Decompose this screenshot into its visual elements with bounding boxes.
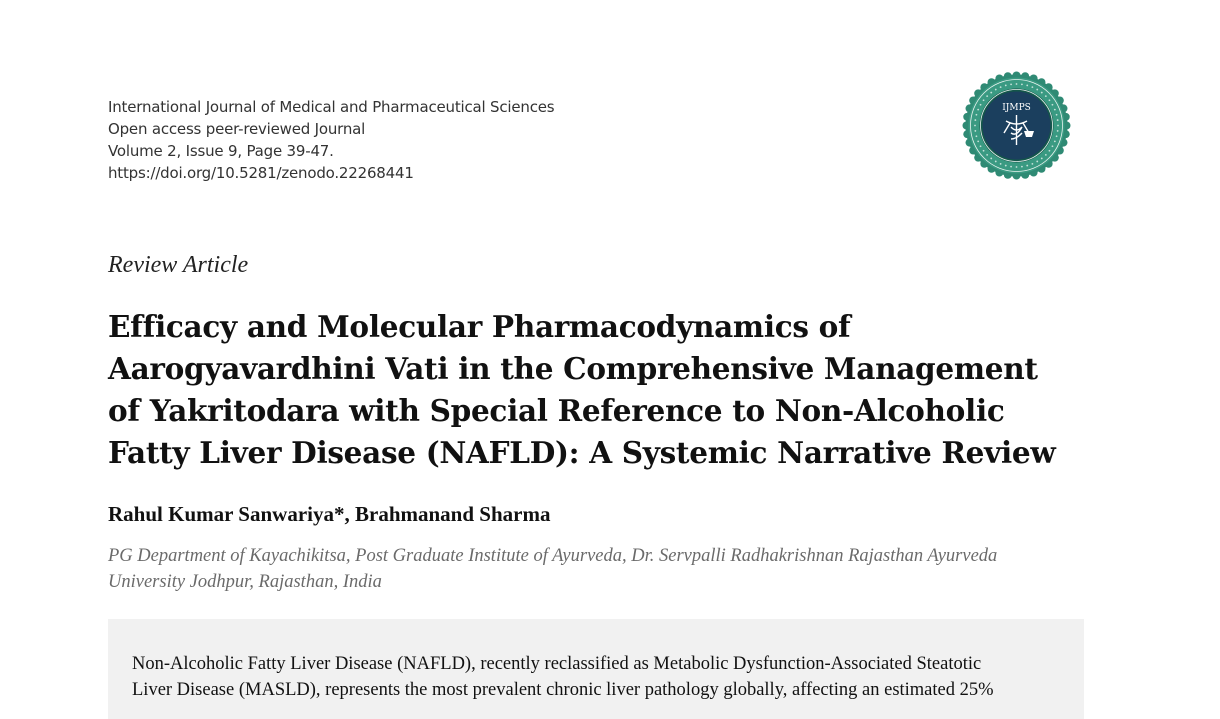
article-title	[108, 306, 1098, 474]
logo-text: IJMPS	[1002, 103, 1031, 113]
journal-header	[108, 96, 554, 184]
author-list: Rahul Kumar Sanwariya*, Brahmanand Sharma	[108, 502, 551, 526]
title-line: of Yakritodara with Special Reference to Non-Alcoholic	[108, 393, 1005, 428]
affiliation-line: University Jodhpur, Rajasthan, India	[108, 572, 382, 592]
journal-access: Open access peer-reviewed Journal	[108, 120, 366, 138]
abstract-box	[108, 619, 1084, 719]
journal-name: International Journal of Medical and Pharmaceutical Sciences	[108, 98, 555, 116]
journal-logo-seal	[962, 71, 1071, 180]
title-line: Aarogyavardhini Vati in the Comprehensive Management	[108, 351, 1038, 386]
journal-doi-link[interactable]: https://doi.org/10.5281/zenodo.22268441	[108, 164, 414, 182]
abstract-line: Liver Disease (MASLD), represents the most prevalent chronic liver pathology globally, affecting an estimated 25%	[132, 680, 994, 700]
abstract-text	[132, 651, 1062, 703]
journal-volume: Volume 2, Issue 9, Page 39-47.	[108, 142, 334, 160]
title-line: Fatty Liver Disease (NAFLD): A Systemic Narrative Review	[108, 435, 1056, 470]
affiliation-line: PG Department of Kayachikitsa, Post Graduate Institute of Ayurveda, Dr. Servpalli Radhakrishnan Rajasthan Ayurveda	[108, 546, 998, 566]
title-line: Efficacy and Molecular Pharmacodynamics of	[108, 309, 851, 344]
author-affiliation	[108, 543, 1098, 595]
abstract-line: Non-Alcoholic Fatty Liver Disease (NAFLD), recently reclassified as Metabolic Dysfunction-Associated Steatotic	[132, 654, 982, 674]
article-type: Review Article	[108, 252, 249, 278]
